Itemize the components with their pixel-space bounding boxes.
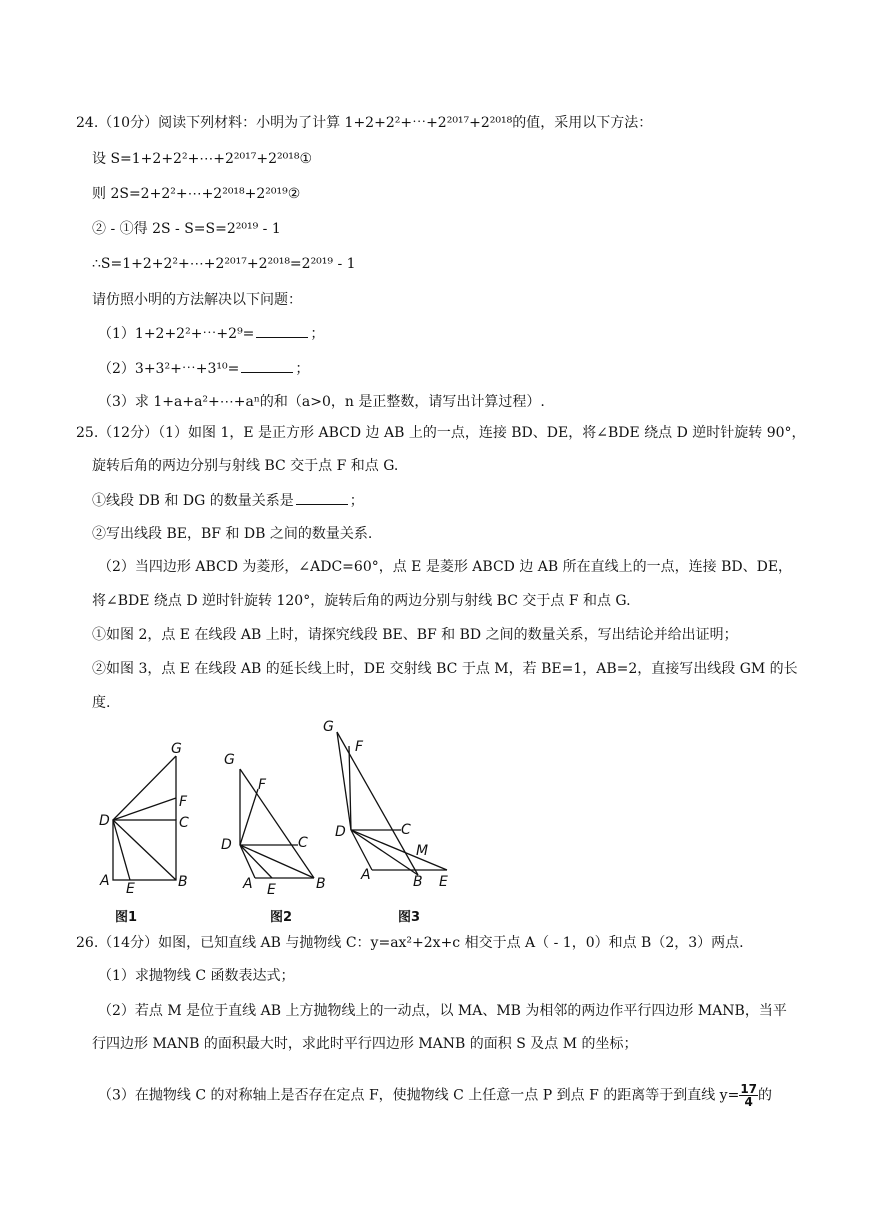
q26-fraction-numerator: 17 [740,1082,758,1096]
q24-part2-suffix: ； [295,361,310,377]
figure-2 [240,769,314,878]
q26-header [76,933,744,953]
q24-part1 [98,323,324,344]
fig1-label-f: F [179,794,188,810]
q26-fraction [739,1083,758,1108]
q24-step2: 则 2S=2+2²+⋯+2²⁰¹⁸+2²⁰¹⁹② [92,186,301,202]
q26-points: （14分） [98,935,159,951]
fig1-label-e: E [126,881,135,897]
q25-line1: （1）如图 1，E 是正方形 ABCD 边 AB 上的一点，连接 BD、DE，将∠BDE 绕点 D 逆时针旋转 90°， [158,425,806,441]
q24-step4: ∴S=1+2+2²+⋯+2²⁰¹⁷+2²⁰¹⁸=2²⁰¹⁹ - 1 [92,256,356,272]
fig2-label-c: C [298,835,308,851]
q24-step1: 设 S=1+2+2²+⋯+2²⁰¹⁷+2²⁰¹⁸① [92,151,313,167]
q26-line3: （2）若点 M 是位于直线 AB 上方抛物线上的一动点，以 MA、MB 为相邻的两边作平行四边形 MANB，当平 [98,1003,787,1019]
q26-line1: 如图，已知直线 AB 与抛物线 C：y=ax²+2x+c 相交于点 A（ - 1，0）和点 B（2，3）两点. [158,935,744,951]
fig2-label-g: G [224,752,235,768]
q25-line2: 旋转后角的两边分别与射线 BC 交于点 F 和点 G. [92,458,399,474]
q26-line2: （1）求抛物线 C 函数表达式； [98,968,295,984]
q26-number: 26. [76,935,99,951]
fig2-label-a: A [243,876,253,892]
q25-line5: （2）当四边形 ABCD 为菱形，∠ADC=60°，点 E 是菱形 ABCD 边 AB 所在直线上的一点，连接 BD、DE， [98,559,793,575]
fig3-label-f: F [355,739,364,755]
q26-line5-suffix: 的 [758,1087,773,1104]
q25-header [76,423,806,443]
q24-part2-text: （2）3+3²+⋯+3¹⁰= [98,361,240,377]
q25-figures [90,712,470,912]
fig1-label-a: A [100,873,110,889]
fig3-label-m: M [416,843,429,859]
q24-intro-expr: 1+2+2²+⋯+2²⁰¹⁷+2²⁰¹⁸ [344,115,513,131]
figure-2-caption: 图2 [270,910,293,925]
fig1-label-d: D [99,813,110,829]
fig2-label-e: E [267,882,276,898]
q25-line3-suffix: ； [349,493,364,509]
q26-line5 [98,1083,772,1108]
q24-part1-answer-blank[interactable] [256,323,308,338]
figure-1 [113,756,176,880]
q25-answer-blank[interactable] [296,490,348,505]
q24-part1-text: （1）1+2+2²+⋯+2⁹= [98,326,255,342]
q25-line9: 度. [92,695,111,711]
q25-points: （12分） [98,425,159,441]
q25-line7: ①如图 2，点 E 在线段 AB 上时，请探究线段 BE、BF 和 BD 之间的数量关系，写出结论并给出证明； [92,627,738,643]
q24-intro-text: 阅读下列材料：小明为了计算 [158,115,341,131]
q25-line6: 将∠BDE 绕点 D 逆时针旋转 120°，旋转后角的两边分别与射线 BC 交于点 F 和点 G. [92,593,631,609]
q24-header [76,113,652,133]
fig3-label-g: G [323,719,334,735]
q26-line5-text: （3）在抛物线 C 的对称轴上是否存在定点 F，使抛物线 C 上任意一点 P 到点 F 的距离等于到直线 y= [98,1087,740,1104]
q24-instruction: 请仿照小明的方法解决以下问题： [92,292,302,308]
q24-number: 24. [76,115,99,131]
q25-line8: ②如图 3，点 E 在线段 AB 的延长线上时，DE 交射线 BC 于点 M，若 BE=1，AB=2，直接写出线段 GM 的长 [92,661,798,677]
q26-line4: 行四边形 MANB 的面积最大时，求此时平行四边形 MANB 的面积 S 及点 M 的坐标； [92,1036,638,1052]
figure-1-caption: 图1 [115,910,138,925]
fig3-label-a: A [361,867,371,883]
fig1-label-b: B [178,874,188,890]
figure-3-labels [323,719,448,890]
fig1-label-c: C [179,815,189,831]
fig2-label-b: B [316,876,326,892]
q24-part2-answer-blank[interactable] [241,358,293,373]
q24-part3: （3）求 1+a+a²+⋯+aⁿ的和（a>0，n 是正整数，请写出计算过程）. [98,394,545,410]
q24-part1-suffix: ； [310,326,325,342]
q24-step3: ② - ①得 2S - S=S=2²⁰¹⁹ - 1 [92,221,281,237]
fig2-label-d: D [221,837,232,853]
figure-3 [337,732,447,875]
q25-number: 25. [76,425,99,441]
q24-intro-tail: 的值，采用以下方法： [512,115,653,131]
fig3-label-c: C [401,822,411,838]
q26-fraction-denominator: 4 [744,1095,753,1109]
fig3-label-e: E [439,874,448,890]
q25-line4: ②写出线段 BE，BF 和 DB 之间的数量关系. [92,526,373,542]
fig3-label-d: D [335,824,346,840]
fig3-label-b: B [413,874,423,890]
figure-3-caption: 图3 [398,910,421,925]
q25-line3-text: ①线段 DB 和 DG 的数量关系是 [92,493,294,509]
fig1-label-g: G [171,741,182,757]
q24-points: （10分） [98,115,159,131]
fig2-label-f: F [258,777,267,793]
q25-line3 [92,490,364,511]
q24-part2 [98,358,309,379]
